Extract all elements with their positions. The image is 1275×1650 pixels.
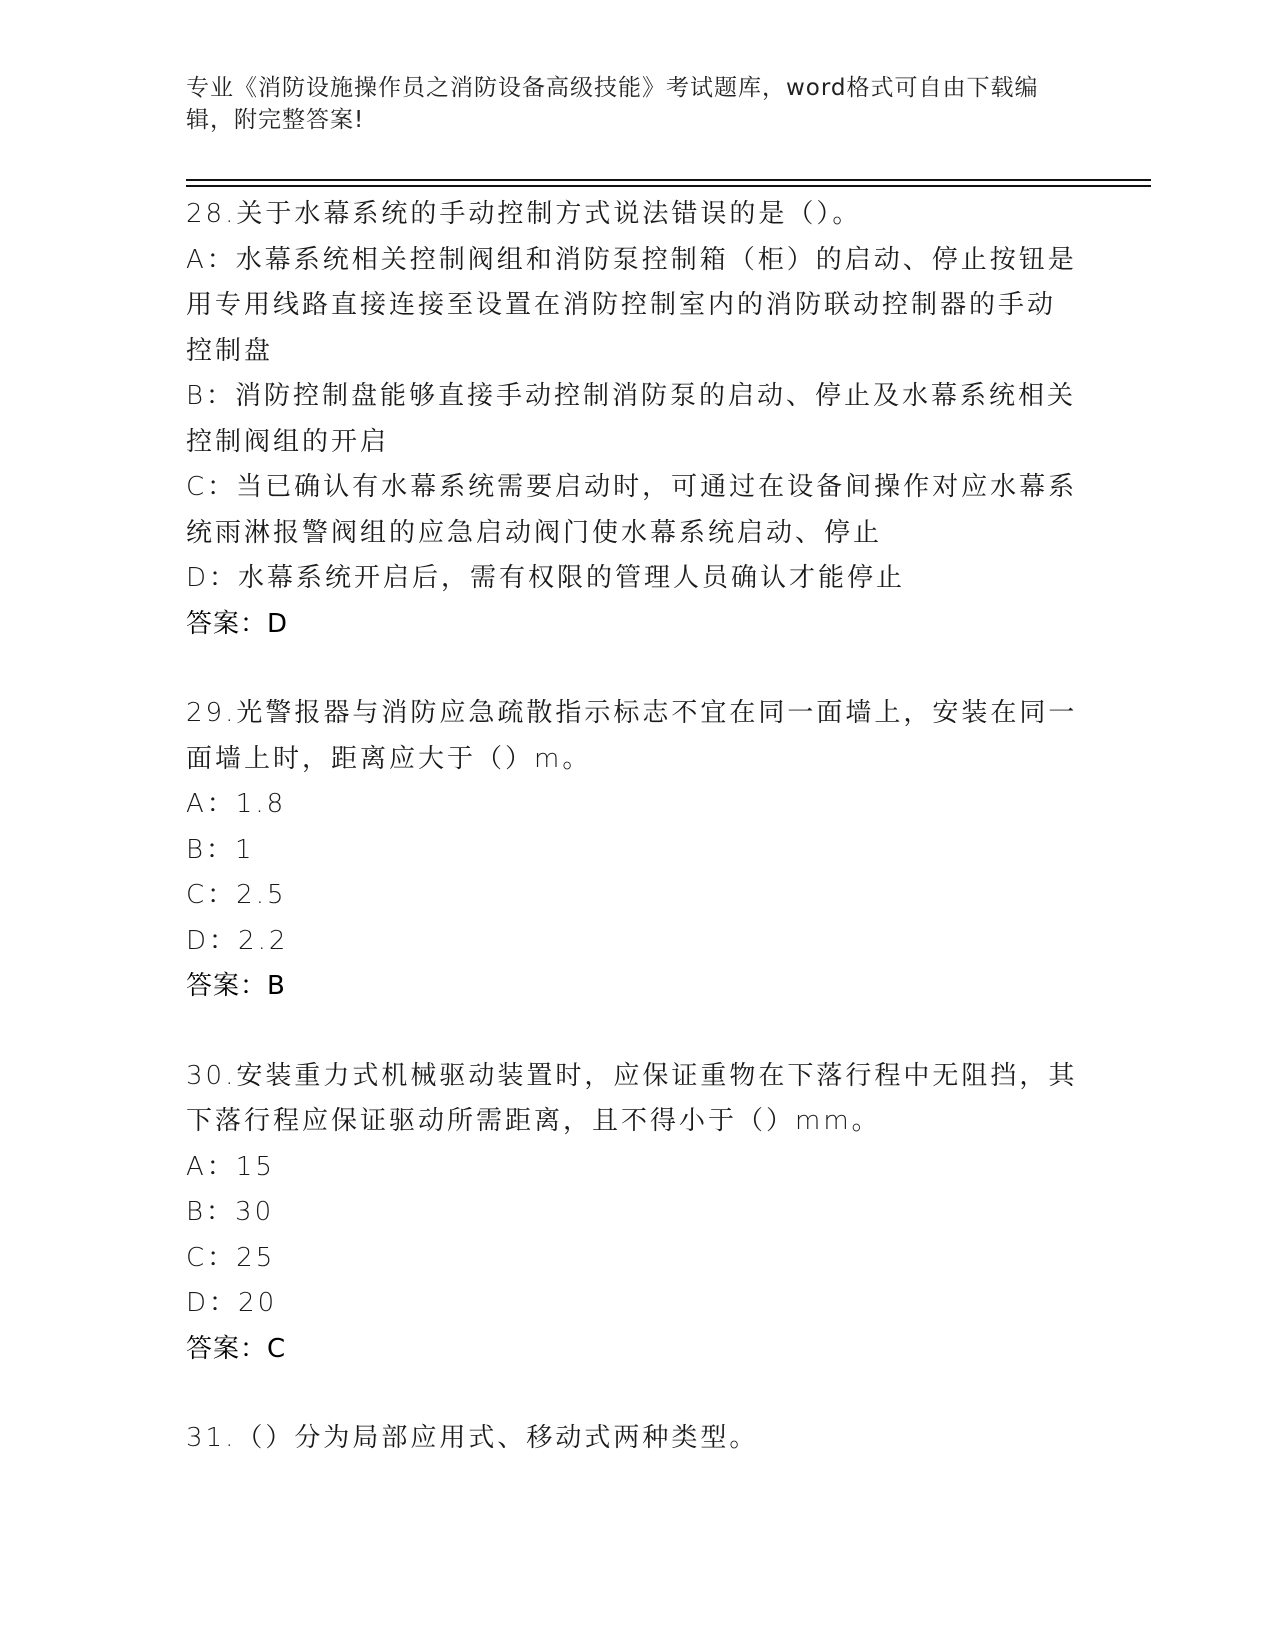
- option-d: D：水幕系统开启后，需有权限的管理人员确认才能停止: [186, 563, 906, 593]
- option-b: B：消防控制盘能够直接手动控制消防泵的启动、停止及水幕系统相关: [186, 381, 1077, 411]
- question-stem: 29.光警报器与消防应急疏散指示标志不宜在同一面墙上，安装在同一: [186, 698, 1078, 728]
- question-28: [186, 192, 1086, 647]
- header-line-1: 专业《消防设施操作员之消防设备高级技能》考试题库，word格式可自由下载编: [186, 75, 1039, 101]
- answer-line: 答案：B: [186, 971, 286, 1001]
- header-line-2: 辑，附完整答案!: [186, 107, 365, 133]
- option-c: C：25: [186, 1242, 276, 1273]
- question-stem: 30.安装重力式机械驱动装置时，应保证重物在下落行程中无阻挡，其: [186, 1060, 1078, 1091]
- question-stem-cont: 下落行程应保证驱动所需距离，且不得小于（）mm。: [186, 1106, 881, 1136]
- option-a: A：1.8: [186, 789, 287, 819]
- option-a: A：15: [186, 1151, 275, 1182]
- answer-line: 答案：D: [186, 608, 289, 639]
- option-c: C：2.5: [186, 880, 287, 910]
- document-header: [186, 72, 1066, 136]
- option-b-cont: 控制阀组的开启: [186, 426, 390, 457]
- question-stem: 28.关于水幕系统的手动控制方式说法错误的是（）。: [186, 199, 862, 229]
- question-30: [186, 1054, 1086, 1373]
- question-29: [186, 691, 1086, 1010]
- option-a-cont: 控制盘: [186, 335, 274, 366]
- question-31: [186, 1416, 1086, 1462]
- option-b: B：30: [186, 1197, 275, 1227]
- option-d: D：2.2: [186, 925, 289, 956]
- question-stem: 31.（）分为局部应用式、移动式两种类型。: [186, 1423, 759, 1453]
- question-list: [186, 192, 1086, 1506]
- option-b: B：1: [186, 834, 255, 865]
- option-a-cont: 用专用线路直接连接至设置在消防控制室内的消防联动控制器的手动: [186, 290, 1057, 320]
- question-stem-cont: 面墙上时，距离应大于（）m。: [186, 743, 592, 774]
- option-a: A：水幕系统相关控制阀组和消防泵控制箱（柜）的启动、停止按钮是: [186, 244, 1077, 275]
- option-d: D：20: [186, 1288, 278, 1318]
- header-divider: [186, 179, 1151, 187]
- option-c: C：当已确认有水幕系统需要启动时，可通过在设备间操作对应水幕系: [186, 472, 1078, 502]
- option-c-cont: 统雨淋报警阀组的应急启动阀门使水幕系统启动、停止: [186, 517, 883, 548]
- answer-line: 答案：C: [186, 1333, 287, 1364]
